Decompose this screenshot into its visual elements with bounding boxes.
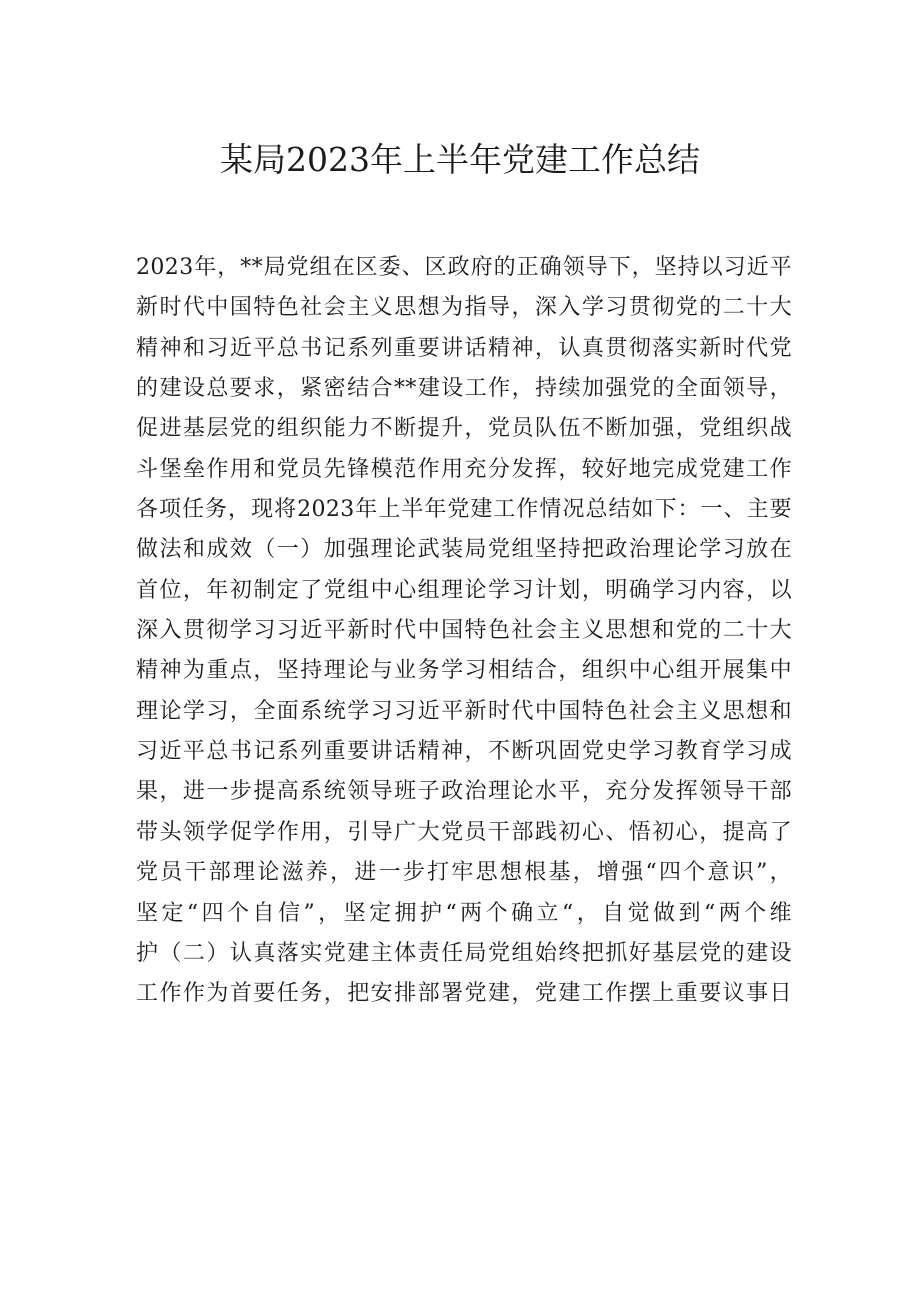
body-line: 精神和习近平总书记系列重要讲话精神，认真贯彻落实新时代党 <box>136 335 792 361</box>
body-line: 坚定“四个自信”，坚定拥护“两个确立“，自觉做到“两个维 <box>136 900 792 926</box>
body-line: 斗堡垒作用和党员先锋模范作用充分发挥，较好地完成党建工作 <box>136 456 792 482</box>
body-line: 各项任务，现将2023年上半年党建工作情况总结如下：一、主要 <box>136 497 792 523</box>
body-line: 促进基层党的组织能力不断提升，党员队伍不断加强，党组织战 <box>136 416 792 442</box>
document-body <box>136 248 792 1015</box>
body-line: 做法和成效（一）加强理论武装局党组坚持把政治理论学习放在 <box>136 537 792 563</box>
body-line: 新时代中国特色社会主义思想为指导，深入学习贯彻党的二十大 <box>136 295 792 321</box>
body-line: 理论学习，全面系统学习习近平新时代中国特色社会主义思想和 <box>136 698 792 724</box>
body-line: 习近平总书记系列重要讲话精神，不断巩固党史学习教育学习成 <box>136 739 792 765</box>
body-line: 首位，年初制定了党组中心组理论学习计划，明确学习内容，以 <box>136 577 792 603</box>
body-line: 2023年，**局党组在区委、区政府的正确领导下，坚持以习近平 <box>136 255 792 280</box>
body-line: 工作作为首要任务，把安排部署党建，党建工作摆上重要议事日 <box>136 981 792 1007</box>
body-line: 果，进一步提高系统领导班子政治理论水平，充分发挥领导干部 <box>136 779 792 805</box>
body-line: 精神为重点，坚持理论与业务学习相结合，组织中心组开展集中 <box>136 658 792 684</box>
body-line: 的建设总要求，紧密结合**建设工作，持续加强党的全面领导， <box>136 376 792 402</box>
document-title: 某局2023年上半年党建工作总结 <box>220 140 700 179</box>
body-line: 护（二）认真落实党建主体责任局党组始终把抓好基层党的建设 <box>136 940 792 966</box>
body-line: 带头领学促学作用，引导广大党员干部践初心、悟初心，提高了 <box>136 819 792 845</box>
body-line: 深入贯彻学习习近平新时代中国特色社会主义思想和党的二十大 <box>136 618 792 644</box>
body-line: 党员干部理论滋养，进一步打牢思想根基，增强“四个意识”， <box>136 860 792 886</box>
